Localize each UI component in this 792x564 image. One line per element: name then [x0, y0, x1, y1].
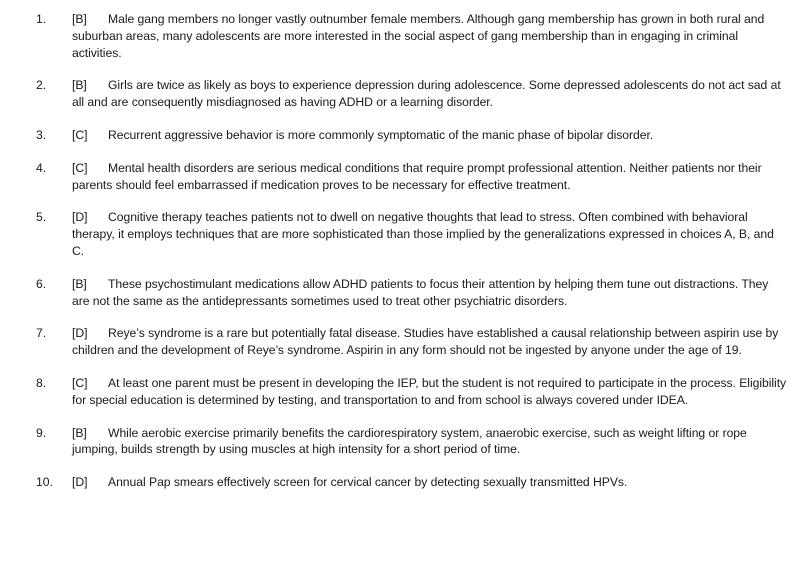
answer-item-6 [0, 276, 792, 310]
answer-number: 3. [36, 127, 47, 142]
answer-explanation: Cognitive therapy teaches patients not to dwell on negative thoughts that lead to stress. Often combined with behavioral therapy, it employs techniques that are more sophisticated than those implied by the generalizations expressed in choices A, B, and C. [72, 210, 774, 258]
answer-number: 6. [36, 276, 47, 291]
answer-letter: [D] [72, 475, 88, 490]
answer-explanation: Annual Pap smears effectively screen for cervical cancer by detecting sexually transmitted HPVs. [108, 475, 628, 490]
answer-letter: [D] [72, 210, 88, 225]
answer-letter: [C] [72, 375, 88, 390]
answer-letter: [B] [72, 12, 87, 26]
answer-explanation: Mental health disorders are serious medical conditions that require prompt professional attention. Neither patients nor their parents should feel embarrassed if medication proves to be necessary for effective treatment. [72, 160, 762, 192]
answer-number: 1. [36, 12, 47, 26]
answer-letter: [C] [72, 127, 88, 142]
answer-letter: [D] [72, 326, 88, 341]
answer-item-4 [0, 160, 792, 194]
answer-letter: [C] [72, 160, 88, 175]
answer-letter: [B] [72, 425, 87, 440]
answer-item-9 [0, 425, 792, 459]
answer-number: 8. [36, 375, 47, 390]
answer-item-7 [0, 325, 792, 359]
answer-number: 5. [36, 210, 47, 225]
answer-number: 9. [36, 425, 47, 440]
answer-explanation: At least one parent must be present in developing the IEP, but the student is not required to participate in the process. Eligibility for special education is determined by testing, and transportation to and from school is always covered under IDEA. [72, 375, 787, 407]
answer-item-2 [0, 77, 792, 111]
answer-explanation: Recurrent aggressive behavior is more commonly symptomatic of the manic phase of bipolar disorder. [108, 127, 654, 142]
answer-explanation: Girls are twice as likely as boys to experience depression during adolescence. Some depressed adolescents do not act sad at all and are consequently misdiagnosed as having ADHD or a learning disorder. [72, 78, 781, 110]
answer-explanation: While aerobic exercise primarily benefits the cardiorespiratory system, anaerobic exercise, such as weight lifting or rope jumping, builds strength by using muscles at high intensity for a short period of time. [72, 425, 747, 457]
answer-explanation: Reye’s syndrome is a rare but potentially fatal disease. Studies have established a causal relationship between aspirin use by children and the development of Reye’s syndrome. Aspirin in any form should not be ingested by anyone under the age of 19. [72, 326, 779, 358]
answer-explanation: These psychostimulant medications allow ADHD patients to focus their attention by helping them tune out distractions. They are not the same as the antidepressants sometimes used to treat other psychiatric disorders. [72, 276, 769, 308]
answer-number: 7. [36, 326, 47, 341]
answer-item-5 [0, 209, 792, 259]
answer-letter: [B] [72, 78, 87, 93]
answer-item-3 [0, 127, 792, 144]
answer-number: 4. [36, 160, 47, 175]
answer-number: 10. [36, 475, 53, 490]
answer-item-10 [0, 474, 792, 491]
answer-item-8 [0, 375, 792, 409]
answer-explanation: Male gang members no longer vastly outnumber female members. Although gang membership has grown in both rural and suburban areas, many adolescents are more interested in the social aspect of gang membership than in engaging in criminal activities. [72, 12, 765, 60]
answer-number: 2. [36, 78, 47, 93]
answer-letter: [B] [72, 276, 87, 291]
answer-item-1 [0, 11, 792, 61]
